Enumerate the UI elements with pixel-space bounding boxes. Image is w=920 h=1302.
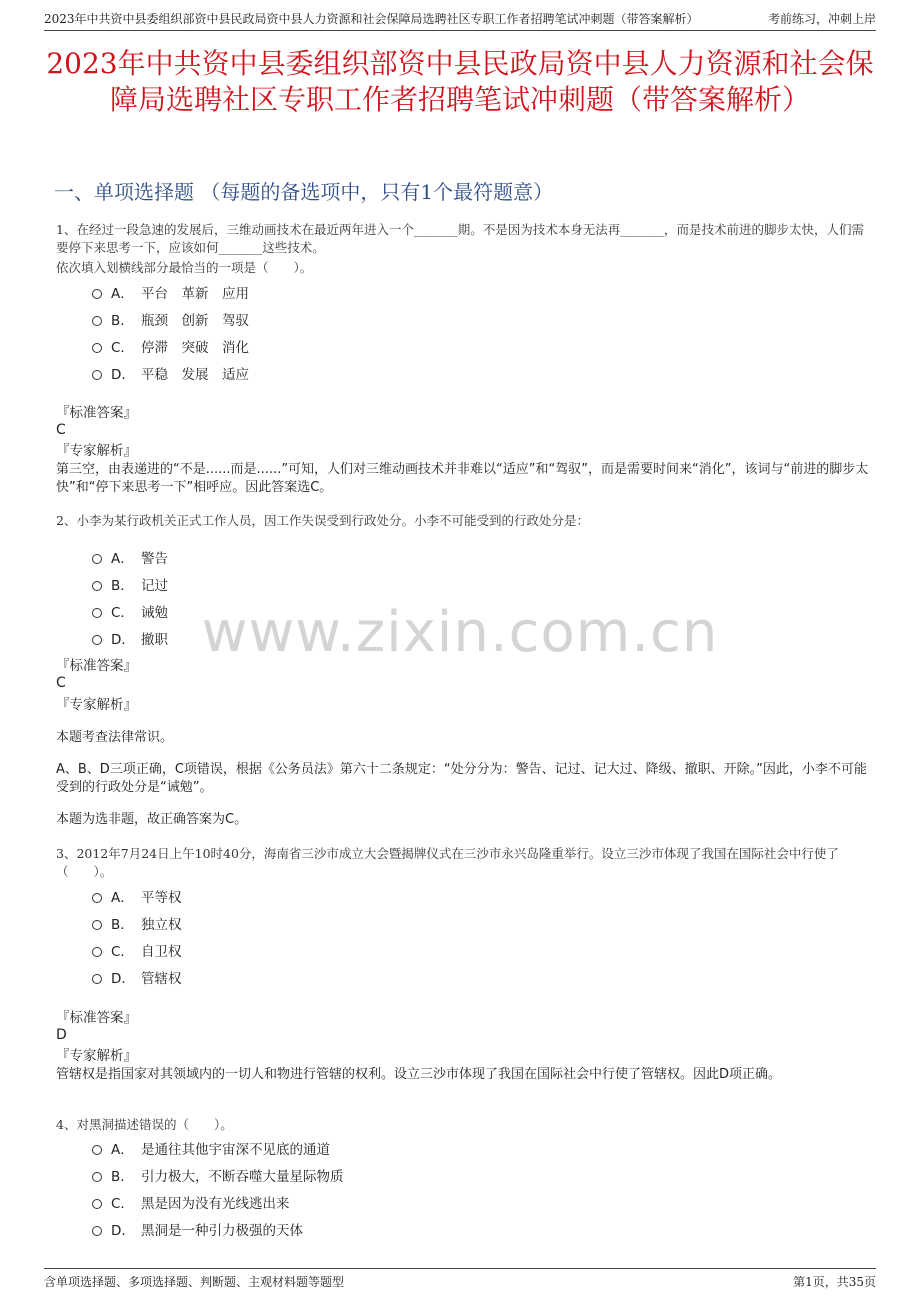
q2-answer-label: 『标准答案』 [56,658,137,674]
q2-stem: 2、小李为某行政机关正式工作人员，因工作失误受到行政处分。小李不可能受到的行政处分是： [56,513,589,528]
q3-option-c[interactable]: C． 自卫权 [92,936,182,963]
q3-option-b[interactable]: B． 独立权 [92,909,182,936]
q2-analysis-1: 本题考查法律常识。 [56,730,174,745]
q3-options [92,882,182,990]
q3-stem: 3、2012年7月24日上午10时40分，海南省三沙市成立大会暨揭牌仪式在三沙市永兴岛隆重举行。设立三沙市体现了我国在国际社会中行使了（ ）。 [56,846,839,879]
q2-option-c[interactable]: C． 诫勉 [92,597,168,624]
radio-icon[interactable] [92,974,102,984]
q2-option-d[interactable]: D． 撤职 [92,624,168,651]
q4-option-d[interactable]: D． 黑洞是一种引力极强的天体 [92,1215,344,1242]
header-title: 2023年中共资中县委组织部资中县民政局资中县人力资源和社会保障局选聘社区专职工作者招聘笔试冲刺题（带答案解析） [44,12,699,26]
radio-icon[interactable] [92,1172,102,1182]
radio-icon[interactable] [92,370,102,380]
radio-icon[interactable] [92,1145,102,1155]
radio-icon[interactable] [92,635,102,645]
radio-icon[interactable] [92,608,102,618]
radio-icon[interactable] [92,1199,102,1209]
q2-analysis-label: 『专家解析』 [56,697,137,713]
radio-icon[interactable] [92,289,102,299]
q1-answer-label: 『标准答案』 [56,405,137,421]
q2-analysis-2: A、B、D三项正确，C项错误，根据《公务员法》第六十二条规定：“处分分为：警告、记过、记大过、降级、撤职、开除。”因此，小李不可能受到的行政处分是“诫勉”。 [56,762,867,795]
header-slogan: 考前练习，冲刺上岸 [767,12,876,26]
q2-options [92,543,168,651]
page-header [44,8,876,31]
q2-answer: C [56,675,66,691]
watermark: www.zixin.com.cn [201,600,719,665]
q4-stem: 4、对黑洞描述错误的（ ）。 [56,1117,233,1132]
q1-analysis-label: 『专家解析』 [56,443,137,459]
q1-instruction: 依次填入划横线部分最恰当的一项是（ ）。 [56,260,313,275]
q1-stem: 1、在经过一段急速的发展后，三维动画技术在最近两年进入一个_______期。不是因为技术本身无法再_______，而是技术前进的脚步太快，人们需要停下来思考一下，应该如何_______这些技术。 [56,222,864,255]
q3-option-a[interactable]: A． 平等权 [92,882,182,909]
q2-option-a[interactable]: A． 警告 [92,543,168,570]
q4-option-b[interactable]: B． 引力极大，不断吞噬大量星际物质 [92,1161,344,1188]
page-footer [44,1268,876,1290]
q1-option-c[interactable]: C． 停滞 突破 消化 [92,332,249,359]
q3-answer-label: 『标准答案』 [56,1010,137,1026]
q3-answer: D [56,1027,67,1043]
q1-answer: C [56,422,66,438]
q2-analysis-3: 本题为选非题，故正确答案为C。 [56,812,248,827]
q1-options [92,278,249,386]
document-title: 2023年中共资中县委组织部资中县民政局资中县人力资源和社会保障局选聘社区专职工作者招聘笔试冲刺题（带答案解析） [46,47,874,116]
radio-icon[interactable] [92,554,102,564]
radio-icon[interactable] [92,316,102,326]
page-number: 第1页，共35页 [793,1275,876,1289]
q3-analysis: 管辖权是指国家对其领域内的一切人和物进行管辖的权利。设立三沙市体现了我国在国际社会中行使了管辖权。因此D项正确。 [56,1067,782,1082]
q2-option-b[interactable]: B． 记过 [92,570,168,597]
radio-icon[interactable] [92,893,102,903]
radio-icon[interactable] [92,343,102,353]
q1-option-b[interactable]: B． 瓶颈 创新 驾驭 [92,305,249,332]
radio-icon[interactable] [92,1226,102,1236]
q4-option-a[interactable]: A． 是通往其他宇宙深不见底的通道 [92,1134,344,1161]
radio-icon[interactable] [92,581,102,591]
q1-option-d[interactable]: D． 平稳 发展 适应 [92,359,249,386]
footer-note: 含单项选择题、多项选择题、判断题、主观材料题等题型 [44,1275,345,1289]
section-heading: 一、单项选择题 （每题的备选项中，只有1个最符题意） [54,180,554,204]
q3-analysis-label: 『专家解析』 [56,1048,137,1064]
q1-option-a[interactable]: A． 平台 革新 应用 [92,278,249,305]
radio-icon[interactable] [92,947,102,957]
q4-options [92,1134,344,1242]
radio-icon[interactable] [92,920,102,930]
q4-option-c[interactable]: C． 黑是因为没有光线逃出来 [92,1188,344,1215]
q1-analysis: 第三空，由表递进的“不是......而是......”可知，人们对三维动画技术并非难以“适应”和“驾驭”，而是需要时间来“消化”，该词与“前进的脚步太快”和“停下来思考一下”相呼应。因此答案选C。 [56,462,869,495]
q3-option-d[interactable]: D． 管辖权 [92,963,182,990]
